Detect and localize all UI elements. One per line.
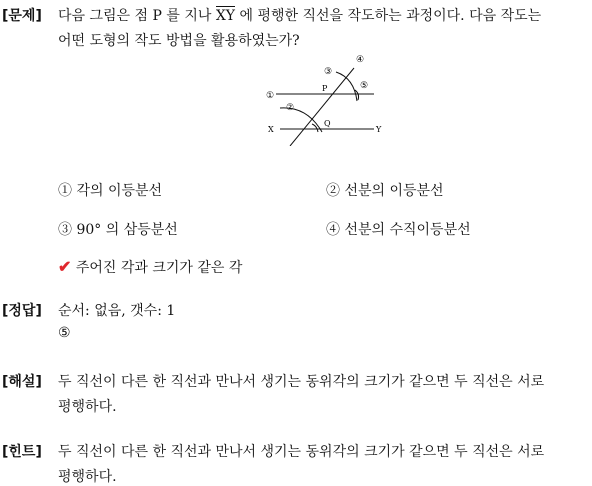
answer-line-2: ⑤ <box>58 325 71 341</box>
transversal-line <box>290 68 354 146</box>
option-2-text: 선분의 이등분선 <box>344 183 444 199</box>
explanation-line-2: 평행하다. <box>58 399 117 415</box>
line-xy-notation: XY ↔ <box>216 6 235 24</box>
option-2-number: ② <box>326 183 340 199</box>
problem-line-1-post: 에 평행한 직선을 작도하는 과정이다. 다음 작도는 <box>235 8 542 24</box>
explanation-label: [해설] <box>2 374 42 390</box>
problem-label: [문제] <box>2 8 42 24</box>
hint-line-2: 평행하다. <box>58 469 117 485</box>
explanation-line-1: 두 직선이 다른 한 직선과 만나서 생기는 동위각의 크기가 같으면 두 직선은 서로 <box>58 374 545 390</box>
step-4-mark: ④ <box>356 55 365 65</box>
problem-line-2: 어떤 도형의 작도 방법을 활용하였는가? <box>58 33 300 49</box>
problem-line-1-pre: 다음 그림은 점 P 를 지나 <box>58 8 216 24</box>
option-1-number: ① <box>58 183 72 199</box>
option-3-number: ③ <box>58 222 72 238</box>
option-3[interactable] <box>58 219 178 239</box>
checkmark-icon: ✔ <box>58 257 72 276</box>
step-5-mark: ⑤ <box>360 81 369 91</box>
option-5-text: 주어진 각과 크기가 같은 각 <box>75 260 243 276</box>
hint-line-1: 두 직선이 다른 한 직선과 만나서 생기는 동위각의 크기가 같으면 두 직선은 서로 <box>58 444 545 460</box>
option-4[interactable] <box>326 219 471 239</box>
option-5[interactable] <box>58 257 242 277</box>
hint-label: [힌트] <box>2 444 42 460</box>
problem-line-1 <box>58 5 541 25</box>
step-1-mark: ① <box>266 91 275 101</box>
option-3-text: 90° 의 삼등분선 <box>76 222 178 238</box>
option-4-number: ④ <box>326 222 340 238</box>
point-q-label: Q <box>324 119 331 128</box>
point-y-label: Y <box>376 125 382 134</box>
option-1-text: 각의 이등분선 <box>76 183 163 199</box>
construction-figure <box>262 46 384 146</box>
option-1[interactable] <box>58 180 162 200</box>
option-2[interactable] <box>326 180 444 200</box>
answer-line-1: 순서: 없음, 갯수: 1 <box>58 303 176 319</box>
option-4-text: 선분의 수직이등분선 <box>344 222 471 238</box>
step-3-mark: ③ <box>324 67 333 77</box>
answer-label: [정답] <box>2 303 42 319</box>
point-x-label: X <box>268 125 274 134</box>
point-p-label: P <box>322 84 328 93</box>
step-2-mark: ② <box>286 103 295 113</box>
